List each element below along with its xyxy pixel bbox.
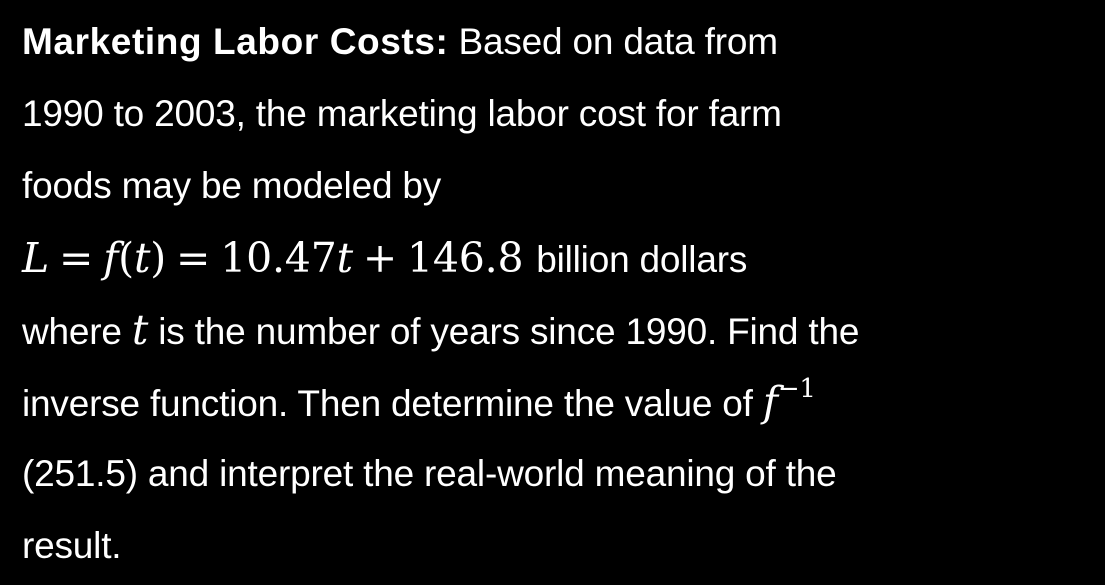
problem-line-6 — [22, 366, 1085, 438]
equation-open-paren: ( — [118, 234, 134, 282]
equals-sign: = — [59, 234, 94, 282]
model-equation — [22, 222, 1085, 294]
problem-line-3: foods may be modeled by — [22, 165, 442, 206]
problem-line-7: (251.5) and interpret the real-world meaning of the — [22, 453, 837, 494]
equation-variable: t — [133, 234, 151, 282]
line6-text: inverse function. Then determine the value of — [22, 383, 753, 424]
equation-function-name: f — [103, 234, 119, 282]
problem-intro-text: Based on data from — [458, 21, 778, 62]
line5-variable: t — [131, 306, 149, 354]
inverse-exponent: −1 — [777, 373, 816, 404]
equation-t: t — [336, 234, 353, 282]
equals-sign-2: = — [176, 234, 211, 282]
equation-units: billion dollars — [536, 239, 748, 280]
problem-line-5 — [22, 294, 1085, 366]
line5-text-b: is the number of years since 1990. Find the — [158, 311, 860, 352]
problem-line-1 — [22, 6, 1085, 78]
plus-sign: + — [362, 234, 398, 282]
problem-line-8: result. — [22, 525, 122, 566]
line5-text-a: where — [22, 311, 122, 352]
problem-line-2: 1990 to 2003, the marketing labor cost for farm — [22, 93, 782, 134]
inverse-function-name: f — [762, 378, 778, 426]
equation-lhs: L — [22, 234, 50, 282]
equation-constant: 146.8 — [407, 234, 524, 282]
equation-coefficient: 10.47 — [220, 234, 337, 282]
equation-math — [22, 234, 536, 282]
equation-close-paren: ) — [150, 234, 167, 282]
problem-title: Marketing Labor Costs: — [22, 21, 449, 62]
